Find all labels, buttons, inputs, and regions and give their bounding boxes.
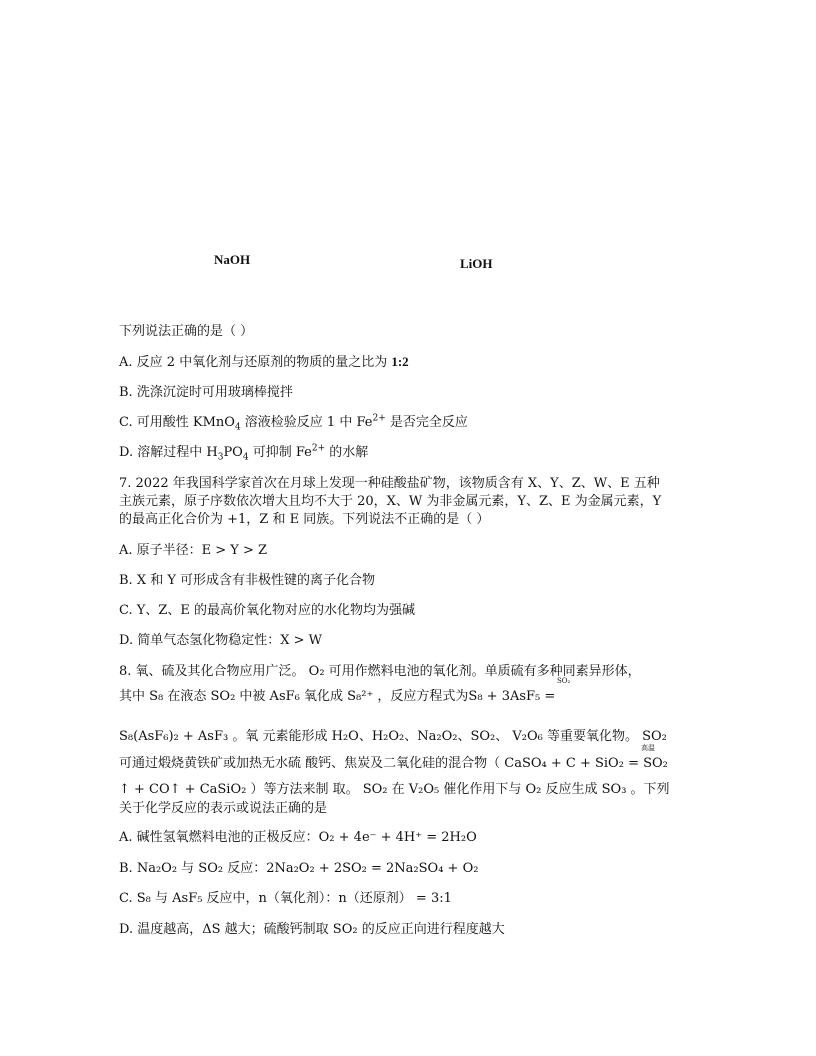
q8-line-6: 关于化学反应的表示或说法正确的是 (119, 801, 328, 816)
q6-option-d (119, 441, 369, 463)
q6-d-pre: D. 溶解过程中 H (119, 445, 218, 460)
q6-stem: 下列说法正确的是（ ） (119, 324, 254, 339)
q7-option-d: D. 简单气态氢化物稳定性：X > W (119, 633, 322, 648)
q7-option-c: C. Y、Z、E 的最高价氧化物对应的水化物均为强碱 (119, 603, 415, 618)
q6-option-c (119, 411, 468, 433)
q7-option-b: B. X 和 Y 可形成含有非极性键的离子化合物 (119, 573, 376, 588)
q8-option-c: C. S₈ 与 AsF₅ 反应中，n（氧化剂）：n（还原剂） = 3:1 (119, 891, 452, 906)
q6-d-sub2: 4 (242, 452, 249, 463)
q6-d-mid1: PO (223, 445, 243, 460)
q6-c-post: 是否完全反应 (385, 415, 468, 430)
q6-a-text: A. 反应 2 中氧化剂与还原剂的物质的量之比为 (119, 355, 392, 370)
q7-line-1: 7. 2022 年我国科学家首次在月球上发现一种硅酸盐矿物，该物质含有 X、Y、Z、W、E 五种 (119, 476, 660, 491)
q8-over-so2: SO₂ (557, 677, 571, 685)
q6-c-mid: 溶液检验反应 1 中 Fe (240, 415, 373, 430)
label-naoh: NaOH (214, 252, 251, 267)
q8-line-4: 可通过煅烧黄铁矿或加热无水硫 酸钙、焦炭及二氧化硅的混合物（ CaSO₄ + C + SiO₂ = SO₂ (119, 756, 668, 771)
q6-d-mid2: 可抑制 Fe (248, 445, 312, 460)
label-lioh: LiOH (460, 256, 493, 271)
q7-line-2: 主族元素，原子序数依次增大且均不大于 20，X、W 为非金属元素，Y、Z、E 为金属元素，Y (119, 494, 662, 509)
q6-c-pre: C. 可用酸性 KMnO (119, 415, 235, 430)
q8-line-2: 其中 S₈ 在液态 SO₂ 中被 AsF₆ 氧化成 S₈²⁺ ，反应方程式为S₈ + 3AsF₅ = (119, 689, 556, 704)
q8-option-a: A. 碱性氢氧燃料电池的正极反应：O₂ + 4e⁻ + 4H⁺ = 2H₂O (119, 830, 477, 845)
q6-a-ratio: 1:2 (391, 354, 409, 369)
q8-line-3: S₈(AsF₆)₂ + AsF₃ 。氧 元素能形成 H₂O、H₂O₂、Na₂O₂、SO₂、 V₂O₆ 等重要氧化物。 SO₂ (119, 729, 667, 744)
q8-option-d: D. 温度越高，ΔS 越大；硫酸钙制取 SO₂ 的反应正向进行程度越大 (119, 922, 505, 937)
q6-d-sup: 2+ (311, 443, 326, 454)
q8-option-b: B. Na₂O₂ 与 SO₂ 反应：2Na₂O₂ + 2SO₂ = 2Na₂SO₄ + O₂ (119, 861, 479, 876)
q6-d-sub1: 3 (217, 452, 224, 463)
q6-c-sup: 2+ (372, 413, 386, 424)
q8-over-gaowen: 高温 (641, 744, 655, 752)
q7-line-3: 的最高正化合价为 +1，Z 和 E 同族。下列说法不正确的是（ ） (119, 512, 490, 527)
q6-c-sub: 4 (234, 422, 241, 433)
q8-line-5: ↑ + CO↑ + CaSiO₂ ）等方法来制 取。 SO₂ 在 V₂O₅ 催化作用下与 O₂ 反应生成 SO₃ 。下列 (119, 782, 670, 797)
q6-d-post: 的水解 (325, 445, 369, 460)
q7-option-a: A. 原子半径：E > Y > Z (119, 543, 268, 558)
q8-line-1: 8. 氧、硫及其化合物应用广泛。 O₂ 可用作燃料电池的氧化剂。单质硫有多种同素异形体， (119, 664, 641, 679)
q6-option-a (119, 351, 409, 370)
q6-option-b: B. 洗涤沉淀时可用玻璃棒搅拌 (119, 385, 293, 400)
